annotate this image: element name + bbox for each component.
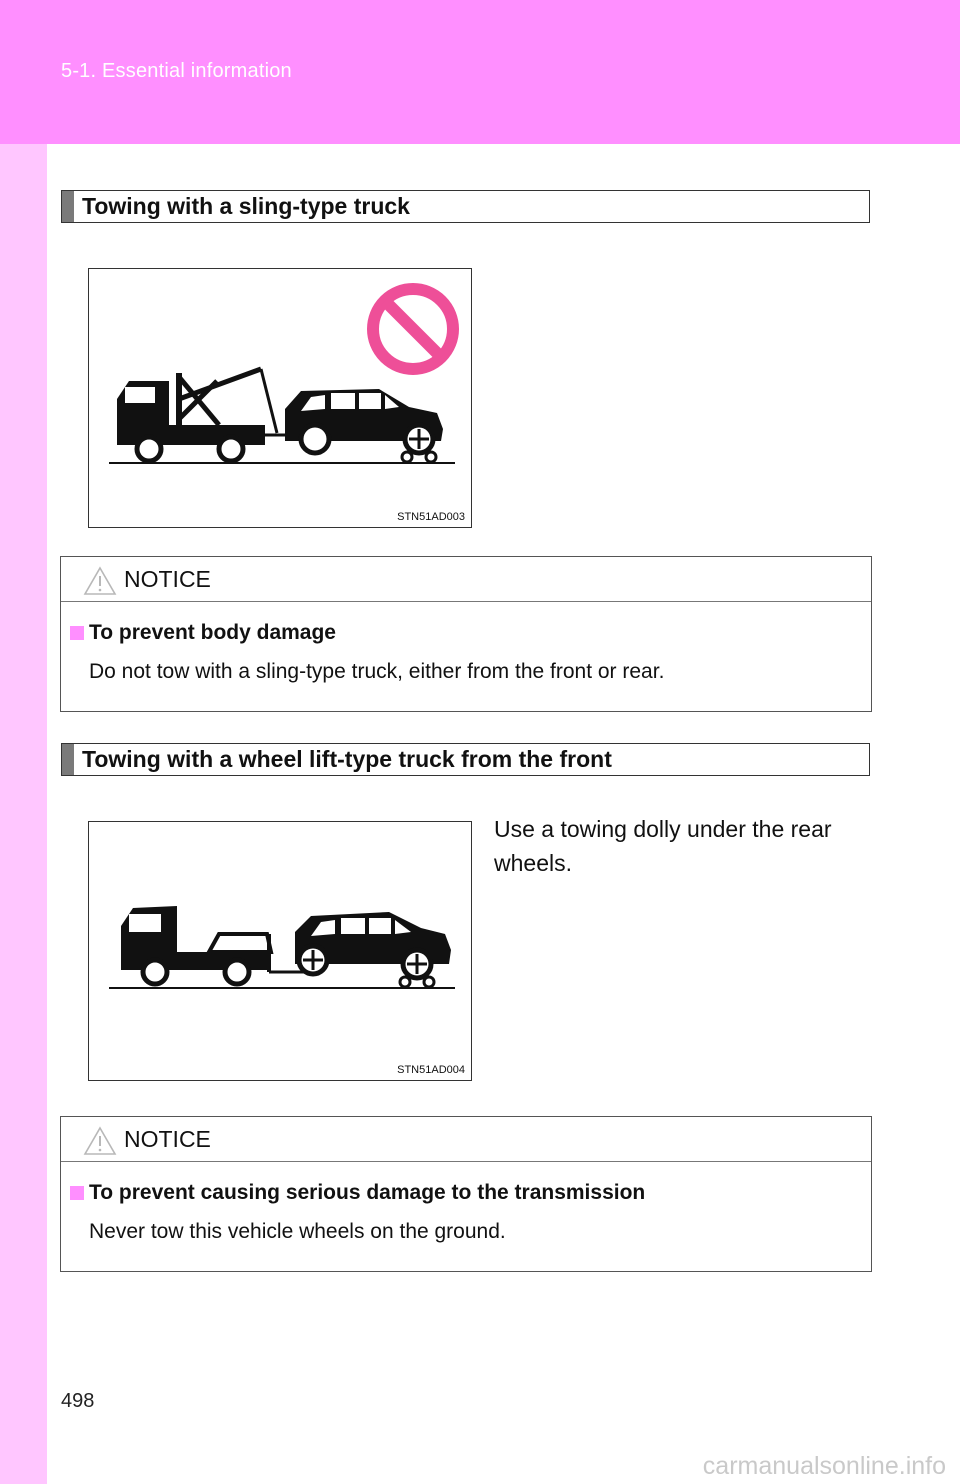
notice-text: Do not tow with a sling-type truck, either from the front or rear.: [89, 660, 665, 683]
figure-wheel-lift-truck: [88, 821, 472, 1081]
side-band: [0, 144, 47, 1484]
notice-title: To prevent body damage: [89, 621, 336, 644]
notice-label: NOTICE: [124, 1126, 211, 1152]
notice-header: [61, 1117, 871, 1162]
figure-code: STN51AD003: [397, 511, 465, 523]
bullet-square-icon: [70, 626, 84, 640]
illustration-sling-tow: [89, 269, 473, 529]
suv-icon: [285, 389, 443, 462]
section-heading-wheel-lift: [61, 743, 870, 776]
figure-sling-truck: [88, 268, 472, 528]
illustration-wheel-lift-tow: [89, 822, 473, 1082]
watermark: carmanualsonline.info: [702, 1452, 946, 1480]
notice-label: NOTICE: [124, 566, 211, 592]
bullet-square-icon: [70, 1186, 84, 1200]
prohibited-icon: [373, 289, 453, 369]
section-heading-text: Towing with a sling-type truck: [82, 193, 410, 219]
heading-bar: [62, 191, 74, 222]
warning-triangle-icon: [83, 566, 117, 596]
page-number: 498: [61, 1390, 95, 1412]
breadcrumb: 5-1. Essential information: [61, 60, 292, 82]
heading-bar: [62, 744, 74, 775]
notice-body: [61, 602, 871, 711]
notice-header: [61, 557, 871, 602]
notice-box-transmission: [60, 1116, 872, 1272]
notice-title: To prevent causing serious damage to the transmission: [89, 1181, 646, 1204]
figure-code: STN51AD004: [397, 1064, 465, 1076]
tow-truck-icon: [117, 369, 289, 461]
section-heading-text: Towing with a wheel lift-type truck from the front: [82, 746, 612, 772]
suv-icon: [295, 912, 451, 978]
section-heading-sling: [61, 190, 870, 223]
notice-body: [61, 1162, 871, 1271]
notice-box-body-damage: [60, 556, 872, 712]
wheel-lift-truck-icon: [121, 906, 321, 984]
warning-triangle-icon: [83, 1126, 117, 1156]
notice-text: Never tow this vehicle wheels on the ground.: [89, 1220, 506, 1243]
instruction-text: Use a towing dolly under the rear wheels.: [494, 816, 832, 876]
